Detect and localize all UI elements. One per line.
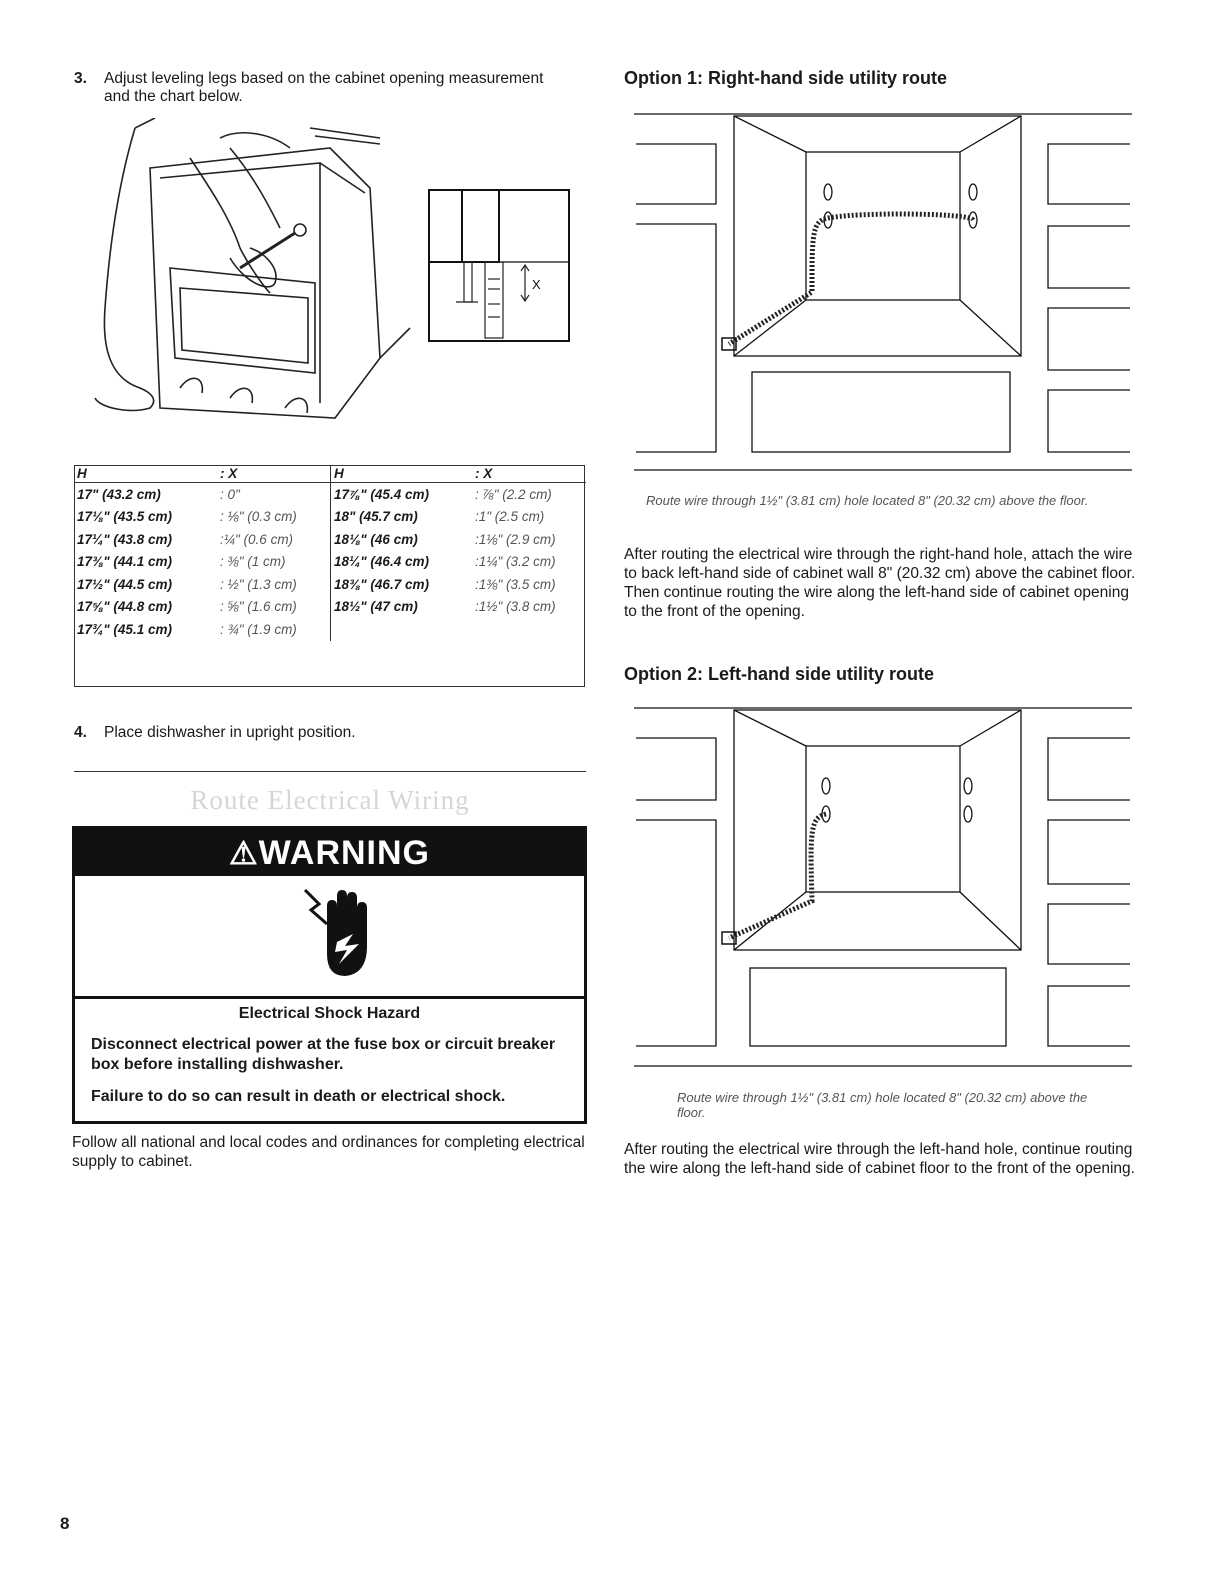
leg-diagram-label: X xyxy=(532,277,541,292)
header-h-1: H xyxy=(74,465,217,483)
table-cell: : ½" (1.3 cm) xyxy=(217,573,331,596)
leveling-leg-illustration xyxy=(80,118,420,448)
table-row xyxy=(74,528,586,551)
option-2-cabinet-diagram xyxy=(634,706,1132,1070)
table-row xyxy=(74,618,586,641)
table-row xyxy=(74,506,586,529)
leveling-chart-table xyxy=(74,465,586,641)
section-title: Route Electrical Wiring xyxy=(190,785,470,815)
table-cell: :1¼" (3.2 cm) xyxy=(475,554,556,570)
option-1-title: Option 1: Right-hand side utility route xyxy=(624,68,947,88)
table-cell: : ⅞" (2.2 cm) xyxy=(475,486,552,502)
option-2-paragraph: After routing the electrical wire through the left-hand hole, continue routing the wire along the left-hand side of cabinet floor to the front of the opening. xyxy=(624,1141,1135,1177)
table-header-row xyxy=(74,465,586,483)
page-number: 8 xyxy=(60,1514,70,1533)
table-cell: 18⅛" (46 cm) xyxy=(334,531,418,547)
warning-hazard-label: Electrical Shock Hazard xyxy=(238,1005,421,1022)
table-cell: 17½" (44.5 cm) xyxy=(77,576,172,592)
option-1-cabinet-diagram xyxy=(634,112,1132,474)
warning-title: WARNING xyxy=(258,834,430,872)
table-cell: 17" (43.2 cm) xyxy=(77,486,161,502)
option-1-caption: Route wire through 1½" (3.81 cm) hole located 8" (20.32 cm) above the floor. xyxy=(646,493,1089,508)
header-h-2: H xyxy=(331,465,473,483)
table-cell: 17¼" (43.8 cm) xyxy=(77,531,172,547)
table-cell: 18" (45.7 cm) xyxy=(334,509,418,525)
table-cell: 18¼" (46.4 cm) xyxy=(334,554,429,570)
table-cell: : ⅜" (1 cm) xyxy=(217,551,331,574)
table-cell: 18½" (47 cm) xyxy=(334,599,418,615)
table-cell: :1⅜" (3.5 cm) xyxy=(475,576,556,592)
warning-box xyxy=(72,826,587,1124)
option-2-title: Option 2: Left-hand side utility route xyxy=(624,664,934,684)
header-x-2: : X xyxy=(472,465,586,483)
warning-instruction: Disconnect electrical power at the fuse box or circuit breaker box before installing dishwasher. xyxy=(91,1036,556,1073)
table-cell: 17⅛" (43.5 cm) xyxy=(77,509,172,525)
table-cell: : 0" xyxy=(217,483,331,506)
step-3 xyxy=(74,70,574,110)
table-row xyxy=(74,483,586,506)
table-cell: :1½" (3.8 cm) xyxy=(475,599,556,615)
warning-icon-area xyxy=(75,876,584,999)
option-2-caption: Route wire through 1½" (3.81 cm) hole located 8" (20.32 cm) above the floor. xyxy=(677,1090,1088,1120)
table-cell: :1⅛" (2.9 cm) xyxy=(475,531,556,547)
table-cell: :1" (2.5 cm) xyxy=(475,509,545,525)
option-1-paragraph: After routing the electrical wire through the right-hand hole, attach the wire to back left-hand side of cabinet wall 8" (20.32 cm) above the cabinet floor. Then continue routing the wire along the left-hand side of cabinet opening to the front of the opening. xyxy=(624,546,1136,620)
table-cell: 18⅜" (46.7 cm) xyxy=(334,576,429,592)
table-cell: 17¾" (45.1 cm) xyxy=(77,621,172,637)
step-4-number: 4. xyxy=(74,724,87,741)
table-cell: 17⅞" (45.4 cm) xyxy=(334,486,429,502)
codes-paragraph: Follow all national and local codes and ordinances for completing electrical supply to cabinet. xyxy=(72,1134,585,1170)
header-x-1: : X xyxy=(217,465,331,483)
table-row xyxy=(74,551,586,574)
table-row xyxy=(74,573,586,596)
table-row xyxy=(74,596,586,619)
warning-consequence: Failure to do so can result in death or electrical shock. xyxy=(91,1088,506,1105)
table-cell: : ⅛" (0.3 cm) xyxy=(217,506,331,529)
table-cell: :¼" (0.6 cm) xyxy=(217,528,331,551)
table-cell: : ¾" (1.9 cm) xyxy=(217,618,331,641)
table-cell xyxy=(331,618,473,641)
step-3-text: Adjust leveling legs based on the cabinet opening measurement and the chart below. xyxy=(104,70,544,105)
warning-triangle-icon: ⚠ xyxy=(228,835,259,871)
electrical-shock-hand-icon xyxy=(301,884,371,984)
warning-header xyxy=(75,829,584,876)
table-cell: 17⅝" (44.8 cm) xyxy=(77,599,172,615)
leg-height-diagram xyxy=(428,189,570,342)
step-4 xyxy=(74,724,574,744)
table-cell xyxy=(472,618,586,641)
step-3-number: 3. xyxy=(74,70,87,87)
table-cell: 17⅜" (44.1 cm) xyxy=(77,554,172,570)
step-4-text: Place dishwasher in upright position. xyxy=(104,724,356,741)
table-cell: : ⅝" (1.6 cm) xyxy=(217,596,331,619)
section-divider xyxy=(74,771,586,772)
